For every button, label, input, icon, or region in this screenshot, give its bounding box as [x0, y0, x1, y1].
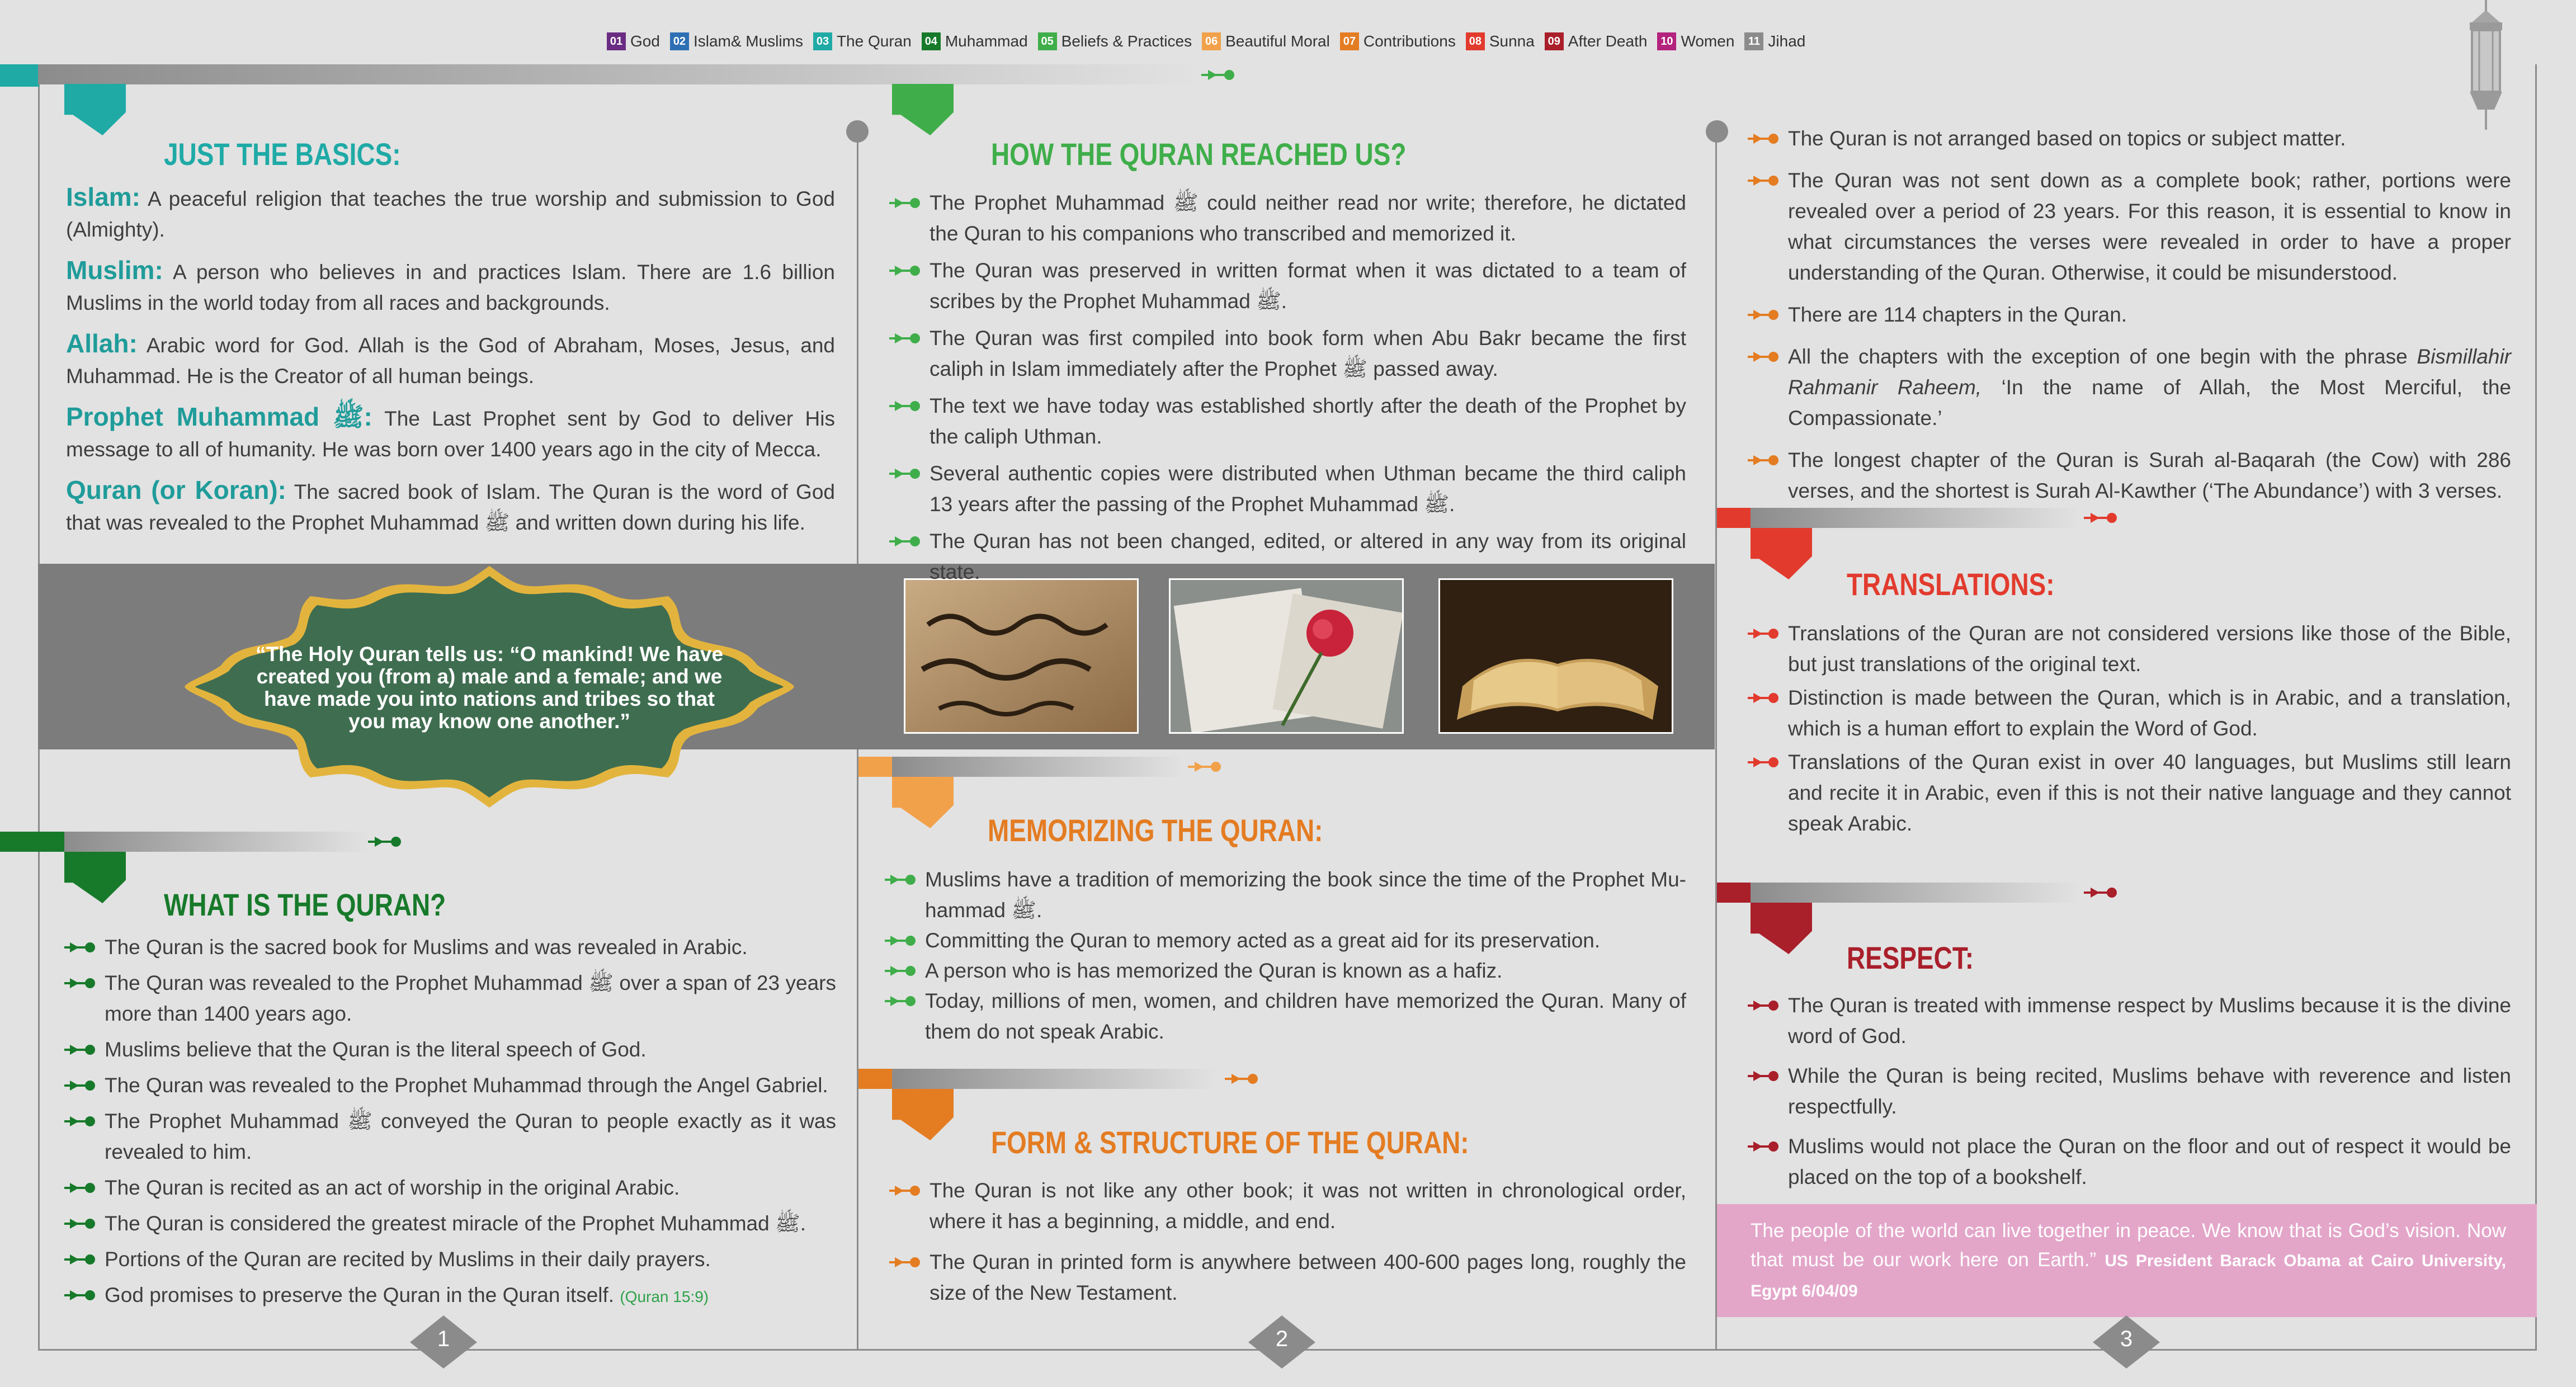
list-item	[64, 1280, 836, 1312]
nav-label: The Quran	[836, 32, 912, 50]
list-item-text: Muslims have a tradition of memorizing the book since the time of the Prophet Mu-hammad ﷺ.	[925, 868, 1686, 922]
bullet-arrow-icon	[64, 1078, 96, 1093]
nav-number: 02	[670, 32, 689, 50]
list-item	[64, 968, 836, 1029]
nav-item[interactable]	[1657, 32, 1734, 50]
page-number-2: 2	[1275, 1327, 1289, 1351]
list-item	[1748, 1131, 2511, 1192]
dot-arrow-icon	[1201, 68, 1235, 82]
list-item	[64, 1106, 836, 1167]
list-item	[885, 985, 1686, 1047]
bismillah-phrase: Bismillahir Rahmanir Raheem,	[1788, 345, 2511, 399]
list-item-text: The longest chapter of the Quran is Surah al-Baqarah (the Cow) with 286 verses, and the shortest is Surah Al-Kawther (‘The Abundance’) with 3 verses.	[1788, 449, 2511, 502]
definition-text: The Last Prophet sent by God to deliver His message to all of humanity. He was born over 1400 years ago in the city of Mecca.	[66, 407, 835, 461]
bullet-arrow-icon	[1748, 1139, 1779, 1154]
list-item	[889, 187, 1686, 249]
section-accent	[0, 832, 64, 852]
column-dot	[1706, 120, 1728, 143]
quran-reference: (Quran 15:9)	[620, 1288, 709, 1305]
dot-arrow-icon	[368, 835, 402, 848]
bullet-arrow-icon	[1748, 998, 1779, 1013]
bullet-arrow-icon	[64, 1114, 96, 1129]
bullet-arrow-icon	[889, 1255, 921, 1270]
list-item-text: The Prophet Muhammad ﷺ could neither read nor write; therefore, he dictated the Quran to his companions who transcribed and memorized it.	[930, 191, 1686, 245]
list-item-text: The Quran was preserved in written format when it was dictated to a team of scribes by the Prophet Muhammad ﷺ.	[930, 259, 1686, 313]
bullet-arrow-icon	[889, 1183, 921, 1198]
definition-text: A person who believes in and practices Islam. There are 1.6 billion Muslims in the world today from all races and backgrounds.	[66, 261, 835, 314]
nav-label: Beliefs & Practices	[1061, 32, 1192, 50]
bullet-arrow-icon	[64, 1252, 96, 1267]
translations-title: TRANSLATIONS:	[1847, 567, 2055, 602]
open-quran-photo	[1438, 578, 1673, 734]
list-item-text: Committing the Quran to memory acted as a great aid for its preservation.	[925, 929, 1601, 952]
nav-number: 08	[1466, 32, 1485, 50]
dot-arrow-icon	[2084, 886, 2117, 899]
nav-number: 04	[922, 32, 941, 50]
nav-number: 11	[1744, 32, 1763, 50]
bullet-arrow-icon	[889, 331, 921, 346]
nav-label: Sunna	[1489, 32, 1535, 50]
list-item-text: The Quran is considered the greatest miracle of the Prophet Muhammad ﷺ.	[105, 1212, 806, 1235]
list-item-text: While the Quran is being recited, Muslims behave with reverence and listen respectfully.	[1788, 1064, 2511, 1118]
bullet-arrow-icon	[889, 399, 921, 413]
nav-item[interactable]	[1038, 32, 1192, 50]
list-item	[1748, 123, 2511, 154]
definition-text: A peaceful religion that teaches the true worship and submission to God (Almighty).	[66, 187, 835, 241]
respect-list	[1748, 990, 2511, 1201]
section-bar	[892, 1069, 1216, 1089]
top-accent	[0, 64, 39, 87]
list-item	[889, 255, 1686, 317]
bullet-arrow-icon	[1748, 308, 1779, 322]
memorizing-list	[885, 864, 1686, 1046]
list-item-text: The Quran in printed form is anywhere between 400-600 pages long, roughly the size of the New Testament.	[930, 1251, 1686, 1304]
definition-text: The sacred book of Islam. The Quran is the word of God that was revealed to the Prophet Muhammad ﷺ and written down during his life.	[66, 480, 835, 534]
bullet-arrow-icon	[885, 964, 916, 978]
list-item-text: Muslims would not place the Quran on the floor and out of respect it would be placed on the top of a bookshelf.	[1788, 1135, 2511, 1188]
nav-item[interactable]	[1545, 32, 1648, 50]
list-item-text: The Prophet Muhammad ﷺ conveyed the Quran to people exactly as it was revealed to him.	[105, 1110, 836, 1163]
list-item-text: The Quran was revealed to the Prophet Muhammad ﷺ over a span of 23 years more than 1400 years ago.	[105, 971, 836, 1025]
list-item	[889, 526, 1686, 587]
page-number-3: 3	[2120, 1327, 2133, 1351]
top-nav	[607, 29, 1805, 54]
list-item-text: The Quran was first compiled into book form when Abu Bakr became the first caliph in Islam immediately after the Prophet ﷺ passed away.	[930, 327, 1686, 380]
section-bar	[1751, 508, 2080, 528]
list-item	[64, 932, 836, 963]
list-item	[889, 1175, 1686, 1237]
dot-arrow-icon	[1188, 760, 1221, 773]
section-bar	[1751, 883, 2080, 903]
translations-list	[1748, 618, 2511, 842]
list-item	[889, 1247, 1686, 1308]
memorizing-title: MEMORIZING THE QURAN:	[988, 813, 1323, 848]
list-item	[1748, 341, 2511, 433]
form-title: FORM & STRUCTURE OF THE QURAN:	[991, 1125, 1469, 1160]
list-item-text: A person who is has memorized the Quran is known as a hafiz.	[925, 959, 1503, 982]
bullet-arrow-icon	[64, 976, 96, 990]
nav-number: 07	[1340, 32, 1359, 50]
list-item	[1748, 990, 2511, 1051]
bullet-arrow-icon	[889, 466, 921, 481]
bullet-arrow-icon	[1748, 1069, 1779, 1083]
quran-rose-photo	[1169, 578, 1404, 734]
definition-text: Arabic word for God. Allah is the God of Abraham, Moses, Jesus, and Muhammad. He is the Creator of all human beings.	[66, 334, 835, 388]
definition-term: Muslim:	[66, 256, 163, 285]
nav-item[interactable]	[1744, 32, 1805, 50]
bullet-arrow-icon	[64, 1216, 96, 1231]
section-bar	[64, 832, 369, 852]
list-item	[1748, 299, 2511, 330]
obama-quote-text: The people of the world can live together in peace. We know that is God’s vision. Now that must be our work here on Earth.”	[1751, 1220, 2506, 1271]
nav-item[interactable]	[922, 32, 1028, 50]
nav-number: 05	[1038, 32, 1057, 50]
list-item-text: There are 114 chapters in the Quran.	[1788, 303, 2127, 326]
list-item-text: Portions of the Quran are recited by Muslims in their daily prayers.	[105, 1248, 711, 1271]
bullet-arrow-icon	[889, 196, 921, 210]
respect-title: RESPECT:	[1847, 940, 1974, 975]
list-item	[889, 323, 1686, 384]
list-item-text: The Quran is the sacred book for Muslims and was revealed in Arabic.	[105, 936, 748, 959]
bullet-arrow-icon	[889, 534, 921, 549]
definition-item	[66, 328, 835, 391]
list-item	[1748, 445, 2511, 506]
nav-item[interactable]	[1202, 32, 1330, 50]
form-list-2	[1748, 123, 2511, 517]
nav-number: 10	[1657, 32, 1676, 50]
bullet-arrow-icon	[1748, 691, 1779, 705]
nav-item[interactable]	[607, 32, 660, 50]
list-item	[1748, 618, 2511, 680]
list-item	[64, 1034, 836, 1065]
nav-item[interactable]	[813, 32, 912, 50]
list-item	[1748, 682, 2511, 744]
nav-label: Beautiful Moral	[1225, 32, 1330, 50]
nav-label: God	[630, 32, 660, 50]
column-divider	[1715, 131, 1717, 1351]
nav-item[interactable]	[1466, 32, 1535, 50]
bismillah-intro: All the chapters with the exception of one begin with the phrase	[1788, 345, 2417, 368]
quote-text: “The Holy Quran tells us: “O mankind! We have created you (from a) male and a female; and we have made you into nations and tribes so that you may know one another.”	[255, 643, 724, 733]
what-list	[64, 932, 836, 1317]
what-title: WHAT IS THE QURAN?	[164, 887, 446, 922]
bullet-arrow-icon	[885, 872, 916, 887]
bullet-arrow-icon	[885, 933, 916, 948]
list-item	[885, 955, 1686, 986]
form-list-1	[889, 1175, 1686, 1318]
section-accent	[1717, 508, 1751, 528]
list-item-text: The Quran is not like any other book; it was not written in chronological order, where it has a beginning, a middle, and end.	[930, 1179, 1686, 1233]
list-item-text: Translations of the Quran are not considered versions like those of the Bible, but just translations of the original text.	[1788, 622, 2511, 676]
page-number-1: 1	[437, 1327, 450, 1351]
lantern-icon	[2455, 0, 2517, 131]
list-item-text: The Quran is not arranged based on topics or subject matter.	[1788, 127, 2346, 150]
nav-number: 01	[607, 32, 626, 50]
section-accent	[1717, 883, 1751, 903]
list-item-text: Distinction is made between the Quran, which is in Arabic, and a translation, which is a human effort to explain the Word of God.	[1788, 686, 2511, 740]
nav-label: Islam& Muslims	[693, 32, 803, 50]
list-item-text: The Quran is treated with immense respect by Muslims because it is the divine word of God.	[1788, 994, 2511, 1048]
bullet-arrow-icon	[1748, 755, 1779, 770]
bullet-arrow-icon	[1748, 350, 1779, 364]
list-item-text: The Quran was revealed to the Prophet Muhammad through the Angel Gabriel.	[105, 1074, 828, 1097]
bullet-arrow-icon	[64, 1181, 96, 1195]
definition-item	[66, 255, 835, 318]
definition-item	[66, 475, 835, 538]
section-bar	[892, 757, 1183, 777]
definition-item	[66, 402, 835, 465]
basics-title: JUST THE BASICS:	[164, 136, 401, 172]
list-item	[64, 1244, 836, 1275]
list-item	[889, 390, 1686, 452]
how-list	[889, 187, 1686, 593]
section-accent	[858, 1069, 892, 1089]
list-item	[885, 925, 1686, 956]
list-item	[64, 1172, 836, 1203]
nav-item[interactable]	[670, 32, 803, 50]
list-item	[64, 1208, 836, 1239]
obama-quote-source: US President Barack Obama at Cairo University, Egypt 6/04/09	[1751, 1252, 2506, 1300]
nav-number: 06	[1202, 32, 1221, 50]
nav-label: Jihad	[1768, 32, 1806, 50]
dot-arrow-icon	[1225, 1072, 1258, 1086]
nav-item[interactable]	[1340, 32, 1456, 50]
nav-label: Women	[1681, 32, 1735, 50]
nav-label: Contributions	[1363, 32, 1456, 50]
nav-label: Muhammad	[945, 32, 1028, 50]
nav-label: After Death	[1568, 32, 1648, 50]
list-item-text: Several authentic copies were distributed when Uthman became the third caliph 13 years after the passing of the Prophet Muhammad ﷺ.	[930, 462, 1686, 516]
definition-term: Allah:	[66, 329, 138, 358]
how-title: HOW THE QURAN REACHED US?	[991, 136, 1407, 172]
basics-list	[66, 182, 835, 548]
definition-term: Quran (or Koran):	[66, 475, 286, 504]
list-item-text: The text we have today was established shortly after the death of the Prophet by the caliph Uthman.	[930, 394, 1686, 448]
top-bar	[38, 64, 1201, 84]
column-dot	[846, 120, 869, 143]
list-item	[64, 1070, 836, 1101]
list-item-text: God promises to preserve the Quran in the Quran itself.	[105, 1284, 615, 1306]
bismillah-translation: ‘In the name of Allah, the Most Merciful, the Compassionate.’	[1788, 376, 2511, 430]
dot-arrow-icon	[2084, 511, 2117, 525]
bullet-arrow-icon	[64, 1288, 96, 1303]
list-item-text: The Quran has not been changed, edited, or altered in any way from its original state.	[930, 530, 1686, 583]
quran-calligraphy-photo	[904, 578, 1139, 734]
bullet-arrow-icon	[1748, 453, 1779, 468]
bullet-arrow-icon	[1748, 626, 1779, 641]
list-item-text: Muslims believe that the Quran is the literal speech of God.	[105, 1038, 647, 1061]
list-item-text: The Quran was not sent down as a complete book; rather, portions were revealed over a period of 23 years. For this reason, it is essential to know in what circumstances the verses were revealed in order to have a proper understanding of the Quran. Otherwise, it could be misunderstood.	[1788, 169, 2511, 284]
list-item	[885, 864, 1686, 926]
obama-quote-box	[1717, 1204, 2537, 1317]
list-item	[1748, 747, 2511, 839]
bullet-arrow-icon	[64, 1042, 96, 1057]
definition-term: Prophet Muhammad ﷺ:	[66, 402, 372, 431]
bullet-arrow-icon	[1748, 173, 1779, 188]
nav-number: 09	[1545, 32, 1564, 50]
list-item	[1748, 1060, 2511, 1122]
list-item-text: The Quran is recited as an act of worship in the original Arabic.	[105, 1176, 680, 1199]
section-accent	[858, 757, 892, 777]
definition-item	[66, 182, 835, 245]
bullet-arrow-icon	[885, 994, 916, 1008]
list-item	[1748, 165, 2511, 288]
bullet-arrow-icon	[64, 940, 96, 955]
list-item-text: Translations of the Quran exist in over 40 languages, but Muslims still learn and recite it in Arabic, even if this is not their native language and they cannot speak Arabic.	[1788, 751, 2511, 835]
list-item-text: Today, millions of men, women, and children have memorized the Quran. Many of them do not speak Arabic.	[925, 989, 1686, 1043]
bullet-arrow-icon	[889, 263, 921, 278]
bullet-arrow-icon	[1748, 131, 1779, 146]
definition-term: Islam:	[66, 182, 140, 211]
nav-number: 03	[813, 32, 832, 50]
list-item	[889, 458, 1686, 520]
